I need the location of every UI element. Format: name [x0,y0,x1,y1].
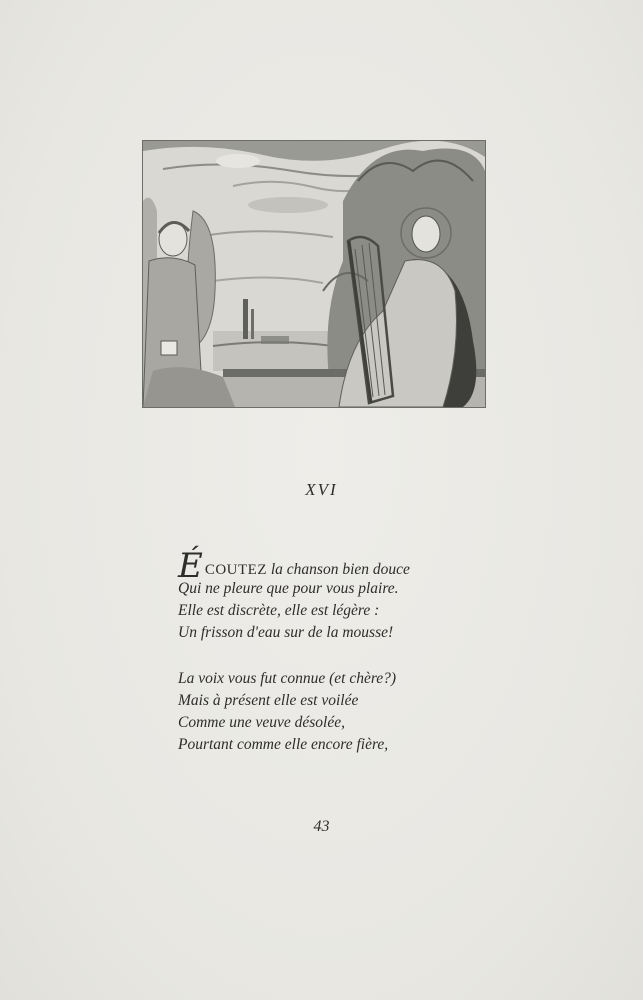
poem [178,546,508,756]
poem-line: Elle est discrète, elle est légère : [178,602,380,619]
stanza-break [178,644,508,668]
poem-line [178,546,508,586]
poem-line: Qui ne pleure que pour vous plaire. [178,580,399,597]
small-caps-word: COUTEZ [204,562,267,578]
chapter-number: XVI [305,480,338,499]
first-line-rest: la chanson bien douce [267,561,410,578]
drop-cap: É [178,546,203,586]
poem-line: Pourtant comme elle encore fière, [178,736,389,753]
poem-line: Un frisson d'eau sur de la mousse! [178,624,394,641]
poem-line: Comme une veuve désolée, [178,714,345,731]
page-number: 43 [313,818,330,835]
etching-illustration [142,140,486,408]
angels-harp-landscape-image [143,141,485,407]
poem-line: La voix vous fut connue (et chère?) [178,670,397,687]
poem-line: Mais à présent elle est voilée [178,692,359,709]
